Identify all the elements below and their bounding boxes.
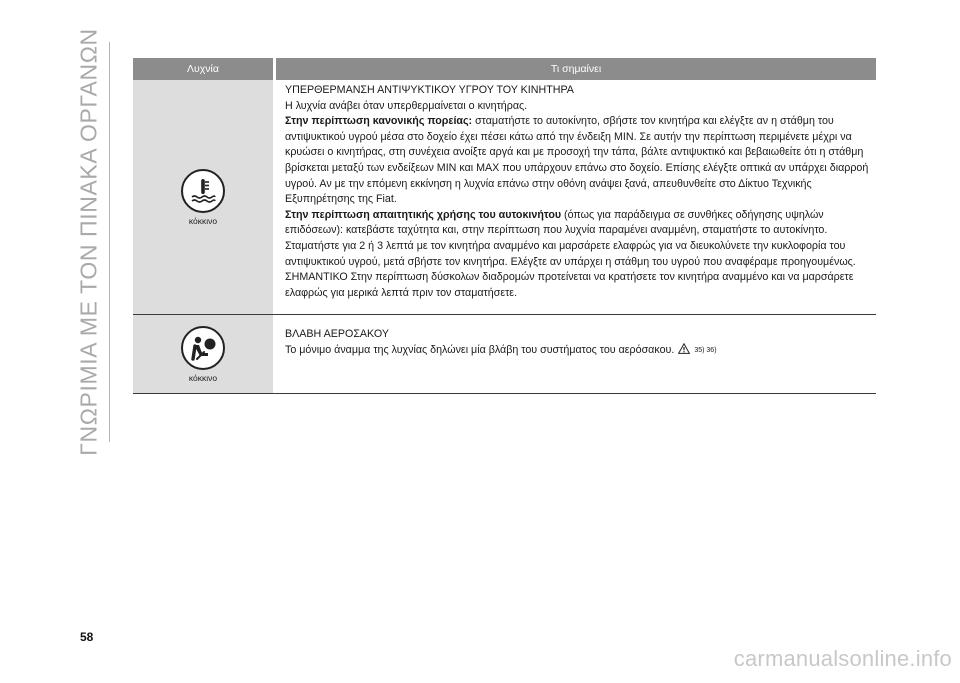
watermark: carmanualsonline.info [733,646,952,671]
reference-numbers: 35) 36) [694,346,717,354]
header-meaning: Τι σημαίνει [276,58,876,80]
table-row [133,315,876,394]
important-note: ΣΗΜΑΝΤΙΚΟ Στην περίπτωση δύσκολων διαδρομών προτείνεται να κρατήσετε τον κινητήρα αναμμένο και να μαρσάρετε ελαφρώς για μερικά λεπτά πριν τον σταματήσετε. [285,271,854,299]
meaning-cell [276,80,876,314]
page-number: 58 [80,630,94,644]
meaning-cell [276,315,876,393]
lamp-cell [133,315,273,393]
demanding-use-text: (όπως για παράδειγμα σε συνθήκες οδήγησης υψηλών επιδόσεων): κατεβάστε ταχύτητα και, στην περίπτωση που λυχνία παραμένει αναμμένη, σταματήστε το αυτοκίνητο. Σταματήστε για 2 ή 3 λεπτά με τον κινητήρα αναμμένο και μαρσάρετε ελαφρώς για να διευκολύνετε την κυκλοφορία του αντιψυκτικού υγρού, μετά σβήστε τον κινητήρα. Ελέγξτε αν υπάρχει η στάθμη του υγρού που αναφέραμε προηγουμένως. [285,208,856,268]
airbag-icon [181,326,225,370]
section-divider [109,42,110,442]
header-lamp: Λυχνία [133,58,273,80]
lamp-cell [133,80,273,314]
section-title-vertical [70,28,108,456]
warning-triangle-icon [678,343,690,360]
warning-lights-table [133,58,876,394]
lamp-color-label: κόκκινο [188,372,218,383]
normal-driving-paragraph [285,114,874,208]
entry-title: ΒΛΑΒΗ ΑΕΡΟΣΑΚΟΥ [285,328,389,340]
normal-driving-label: Στην περίπτωση κανονικής πορείας: [285,115,473,128]
table-row [133,80,876,315]
table-header [133,58,876,80]
demanding-use-paragraph [285,208,874,270]
lamp-color-label: κόκκινο [188,215,218,226]
entry-text-paragraph [285,343,874,360]
entry-title: ΥΠΕΡΘΕΡΜΑΝΣΗ ΑΝΤΙΨΥΚΤΙΚΟΥ ΥΓΡΟΥ ΤΟΥ ΚΙΝΗΤΗΡΑ [285,84,574,96]
entry-text: Το μόνιμο άναμμα της λυχνίας δηλώνει μία βλάβη του συστήματος του αερόσακου. [285,343,675,356]
section-title-text: ΓΝΩΡΙΜΙΑ ΜΕ ΤΟΝ ΠΙΝΑΚΑ ΟΡΓΑΝΩΝ [75,28,102,456]
entry-intro: Η λυχνία ανάβει όταν υπερθερμαίνεται ο κινητήρας. [285,99,528,112]
coolant-temperature-icon [181,169,225,213]
demanding-use-label: Στην περίπτωση απαιτητικής χρήσης του αυτοκινήτου [285,208,562,221]
normal-driving-text: σταματήστε το αυτοκίνητο, σβήστε τον κινητήρα και ελέγξτε αν η στάθμη του αντιψυκτικού υγρού μέσα στο δοχείο έχει πέσει κάτω από την ένδειξη MIN. Σε αυτήν την περίπτωση περιμένετε μέχρι να κρυώσει ο κινητήρας, στη συνέχεια ανοίξτε αργά και με προσοχή την τάπα, βάλτε αντιψυκτικό και βεβαιωθείτε ότι η στάθμη βρίσκεται μεταξύ των ενδείξεων MIN και MAX που υπάρχουν επάνω στο δοχείο. Επίσης ελέγξτε οπτικά αν υπάρχει διαρροή υγρού. Αν με την επόμενη εκκίνηση η λυχνία επάνω στην οθόνη ανάψει ξανά, απευθυνθείτε στο Δίκτυο Τεχνικής Εξυπηρέτησης της Fiat. [285,115,869,206]
